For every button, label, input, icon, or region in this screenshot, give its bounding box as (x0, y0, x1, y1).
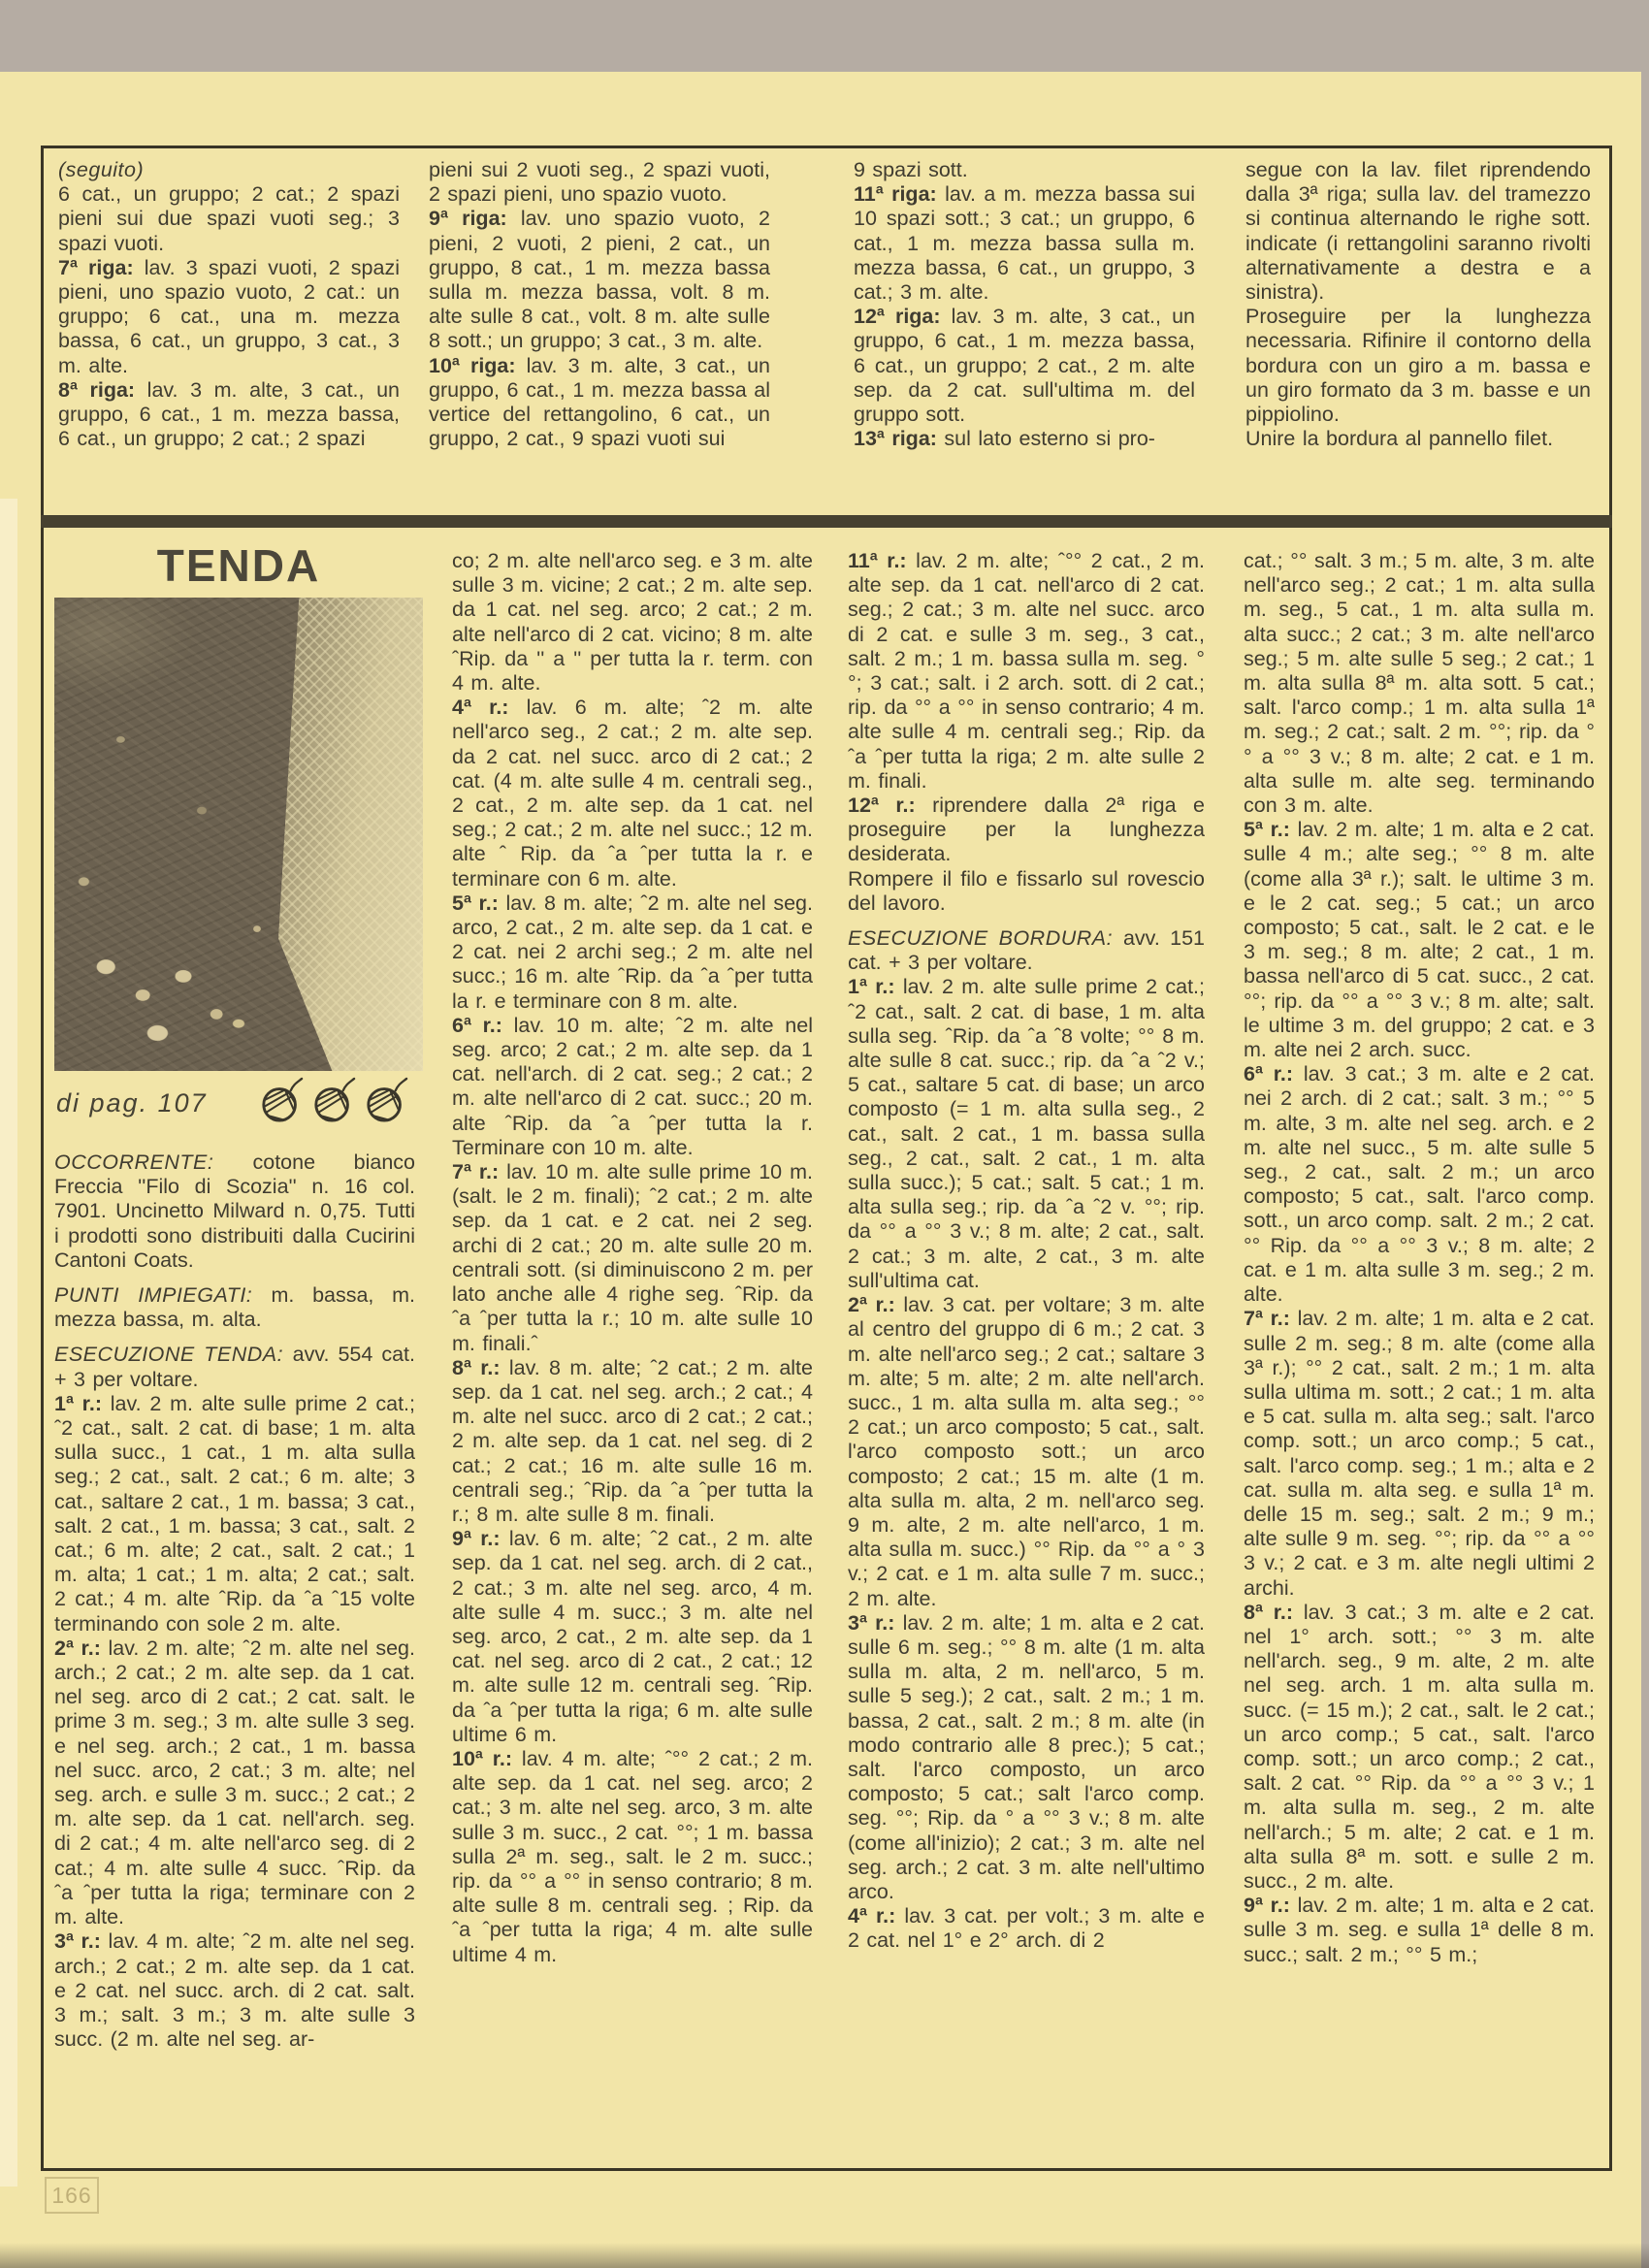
instruction-paragraph (58, 158, 400, 182)
main-section-column-4 (1244, 549, 1595, 2171)
top-section-column-4 (1245, 158, 1591, 509)
row-label: 3ª r.: (848, 1610, 903, 1635)
instruction-paragraph: 6ª r.: lav. 10 m. alte; ˆ2 m. alte nel seg. arco; 2 cat.; 2 m. alte sep. da 1 cat. nell'arch. di 2 cat. seg.; 2 cat.; 2 m. alte nell'arco di 2 cat. succ.; 20 m. alte ˆRip. da ˆa ˆper tutta la r. Terminare con 10 m. alte. (452, 1013, 813, 1159)
instruction-paragraph: 10ª r.: lav. 4 m. alte; ˆ°° 2 cat.; 2 m. alte sep. da 1 cat. nel seg. arco; 2 cat.; 3 m. alte nel seg. arco, 3 m. alte sulle 3 m. succ., 2 cat. °°; 1 m. bassa sulla 2ª m. seg., salt. le 2 m. succ.; rip. da °° a °° in senso contrario; 8 m. alte sulle 8 m. centrali seg. ; Rip. da ˆa ˆper tutta la riga; 4 m. alte sulle ultime 4 m. (452, 1746, 813, 1966)
row-label: 11ª r.: (848, 549, 917, 572)
instruction-paragraph: 1ª r.: lav. 2 m. alte sulle prime 2 cat.; ˆ2 cat., salt. 2 cat. di base; 1 m. alta sulla succ., 1 cat., 1 m. alta sulla seg.; 2 cat., salt. 2 cat.; 6 m. alte; 3 cat., saltare 2 cat., 1 m. bassa; 3 cat., salt. 2 cat., 1 m. bassa; 3 cat., salt. 2 cat.; 6 m. alte; 2 cat., salt. 2 cat.; 1 m. alta; 1 cat.; 1 m. alta; 2 cat.; salt. 2 cat.; 4 m. alte ˆRip. da ˆa ˆ15 volte terminando con sole 2 m. alte. (54, 1391, 415, 1636)
row-label: 7ª r.: (1244, 1307, 1298, 1331)
row-label: 2ª r.: (848, 1293, 904, 1317)
continuation-paragraph: segue con la lav. filet riprendendo dalla 3ª riga; sulla lav. del tramezzo si continua alternando le righe sott. indicate (i rettangolini saranno rivolti alternativamente a destra e a sinistra). (1245, 158, 1591, 305)
continuation-paragraph: 9 spazi sott. (854, 158, 968, 181)
instruction-paragraph: 11ª riga: lav. a m. mezza bassa sui 10 spazi sott.; 3 cat.; un gruppo, 6 cat., 1 m. mezza bassa sulla m. mezza bassa, 6 cat., un gruppo, 3 cat.; 3 m. alte. (854, 182, 1195, 305)
instruction-paragraph: 7ª riga: lav. 3 spazi vuoti, 2 spazi pieni, uno spazio vuoto, 2 cat.: un gruppo; 6 cat., una m. mezza bassa, 6 cat., un gruppo, 3 cat., 3 m. alte. (58, 255, 400, 377)
section-label: ESECUZIONE TENDA: (54, 1343, 293, 1367)
instruction-paragraph: 6ª r.: lav. 3 cat.; 3 m. alte e 2 cat. nei 2 arch. di 2 cat.; salt. 3 m.; °° 5 m. alte, 3 m. alte nel seg. arch. e 2 m. alte nel succ., 5 m. alte sulle 5 seg., 2 cat., salt. 2 m.; un arco composto; 5 cat., salt. l'arco comp. sott., un arco comp. salt. 2 m.; 2 cat. °° Rip. da °° a °° 3 v.; 8 m. alte; 2 cat. e 1 m. alta sulle 3 m. seg.; 2 m. alte. (1244, 1062, 1595, 1307)
section-label: OCCORRENTE: (54, 1150, 253, 1174)
row-label: 9ª r.: (1244, 1894, 1298, 1918)
row-label: 10ª riga: (429, 353, 527, 377)
instruction-paragraph: 11ª r.: lav. 2 m. alte; ˆ°° 2 cat., 2 m. alte sep. da 1 cat. nell'arco di 2 cat. seg.; 2 cat.; 3 m. alte nel succ. arco di 2 cat. e sulle 3 m. seg., 3 cat., salt. 2 m.; 1 m. bassa sulla m. seg. °°; 3 cat.; salt. i 2 arch. sott. di 2 cat.; rip. da °° a °° in senso contrario; 4 m. alte sulle 4 m. centrali seg.; Rip. da ˆa ˆper tutta la riga; 2 m. alte sulle 2 m. finali. (848, 549, 1205, 793)
instruction-paragraph: 8ª riga: lav. 3 m. alte, 3 cat., un gruppo, 6 cat., 1 m. mezza bassa, 6 cat., un gruppo; 2 cat.; 2 spazi (58, 377, 400, 451)
instruction-paragraph: 3ª r.: lav. 2 m. alte; 1 m. alta e 2 cat. sulle 6 m. seg.; °° 8 m. alte (1 m. alta sulla m. alta, 2 m. nell'arco, 5 m. sulle 5 seg.); 2 cat., salt. 2 m.; 1 m. bassa, 2 cat., salt. 2 m.; 8 m. alte (in modo contrario alle 8 prec.); 5 cat.; salt. l'arco composto, un arco composto; 5 cat.; salt l'arco comp. seg. °°; Rip. da ° a °° 3 v.; 8 m. alte (come all'inizio); 2 cat.; 3 m. alte nel seg. arch.; 2 cat. 3 m. alte nell'ultimo arco. (848, 1610, 1205, 1903)
section-label: (seguito) (58, 158, 145, 181)
continuation-paragraph: 6 cat., un gruppo; 2 cat.; 2 spazi pieni sui due spazi vuoti seg.; 3 spazi vuoti. (58, 182, 400, 255)
yarn-ball-icon (365, 1075, 409, 1125)
scan-gutter-strip (0, 499, 17, 2187)
instruction-paragraph: 9ª r.: lav. 6 m. alte; ˆ2 cat., 2 m. alte sep. da 1 cat. nel seg. arch. di 2 cat., 2 cat.; 3 m. alte nel seg. arco, 4 m. alte sulle 4 m. succ.; 3 m. alte nel seg. arco, 2 cat., 2 m. alte sep. da 1 cat. nel seg. arco di 2 cat., 2 cat.; 12 m. alte sulle 12 m. centrali seg. ˆRip. da ˆa ˆper tutta la riga; 6 m. alte sulle ultime 6 m. (452, 1527, 813, 1746)
row-label: 8ª r.: (452, 1355, 509, 1379)
row-label: 3ª r.: (54, 1929, 109, 1954)
continuation-paragraph: Proseguire per la lunghezza necessaria. Rifinire il contorno della bordura con un giro a m. bassa e un giro formato da 3 m. basse e un pippiolino. (1245, 305, 1591, 427)
row-label: 7ª r.: (452, 1160, 507, 1184)
yarn-ball-icon (260, 1075, 305, 1125)
instruction-paragraph: 5ª r.: lav. 2 m. alte; 1 m. alta e 2 cat. sulle 4 m.; alte seg.; °° 8 m. alte (come alla 3ª r.); salt. le ultime 3 m. e le 2 cat. seg.; 5 cat.; un arco composto; 5 cat., salt. le 2 cat. e le 3 m. seg.; 8 m. alte; 2 cat., 1 m. bassa nell'arco di 5 cat. succ., 2 cat. °°; rip. da °° a °° 3 v.; 8 m. alte; salt. le ultime 3 m. del gruppo; 2 cat. e 3 m. alte nei 2 arch. succ. (1244, 818, 1595, 1062)
instruction-paragraph: 1ª r.: lav. 2 m. alte sulle prime 2 cat.; ˆ2 cat., salt. 2 cat. di base, 1 m. alta sulla seg. ˆRip. da ˆa ˆ8 volte; °° 8 m. alte sulle 8 cat. succ.; rip. da ˆa ˆ2 v.; 5 cat., saltare 5 cat. di base; un arco composto (= 1 m. alta sulla seg., 2 cat., salt. 2 cat., 1 m. bassa sulla seg., 2 cat., salt. 2 cat., 1 m. alta sulla succ.); 5 cat.; salt. 5 cat.; 1 m. alta sulla seg.; rip. da ˆa ˆ2 v. °°; rip. da °° a °° 3 v.; 8 m. alte; 2 cat., salt. 2 cat.; 3 m. alte, 2 cat., 3 m. alte sull'ultima cat. (848, 975, 1205, 1292)
curtain-photo (54, 598, 423, 1071)
instruction-paragraph: 13ª riga: sul lato esterno si pro- (854, 427, 1155, 451)
instruction-paragraph: 7ª r.: lav. 10 m. alte sulle prime 10 m. (salt. le 2 m. finali); ˆ2 cat.; 2 m. alte sep. da 1 cat. e 2 cat. nei 2 seg. archi di 2 cat.; 20 m. alte sulle 20 m. centrali sott. (si diminuiscono 2 m. per lato anche alle 4 righe seg. ˆRip. da ˆa ˆper tutta la r.; 10 m. alte sulle 10 m. finali.ˆ (452, 1160, 813, 1355)
row-label: 7ª riga: (58, 255, 145, 279)
continuation-paragraph: cat.; °° salt. 3 m.; 5 m. alte, 3 m. alte nell'arco seg.; 2 cat.; 1 m. alta sulla m. seg., 5 cat., 1 m. alta sulla m. alta succ.; 2 cat.; 3 m. alte nell'arco seg.; 5 m. alte sulle 5 seg.; 2 cat.; 1 m. alta sulla 8ª m. alta sott. 5 cat.; salt. l'arco comp.; 1 m. alta sulla 1ª m. seg.; 2 cat.; salt. 2 m. °°; rip. da °° a °° 3 v.; 8 m. alte; 2 cat. e 1 m. alta sulle m. alte seg. terminando con 3 m. alte. (1244, 549, 1595, 818)
magazine-page (0, 72, 1641, 2268)
instruction-paragraph: 7ª r.: lav. 2 m. alte; 1 m. alta e 2 cat. sulle 2 m. seg.; 8 m. alte (come alla 3ª r.); °° 2 cat., salt. 2 m.; 1 m. alta sulla ultima m. sott.; 2 cat.; 1 m. alta e 5 cat. sulla m. alta seg.; salt. l'arco comp. sott.; un arco comp.; 5 cat., salt. l'arco comp. seg.; 1 m.; alta e 2 cat. sulla m. alta seg. e sulla 1ª m. delle 15 m. seg.; salt. 2 m.; 9 m.; alte sulle 9 m. seg. °°; rip. da °° a °° 3 v.; 2 cat. e 3 m. alte negli ultimi 2 archi. (1244, 1307, 1595, 1600)
row-label: 9ª riga: (429, 207, 521, 231)
instruction-paragraph: 8ª r.: lav. 3 cat.; 3 m. alte e 2 cat. nel 1° arch. sott.; °° 3 m. alte nell'arch. seg., 9 m. alte, 2 m. alte nel seg. arch. 1 m. alta sulla m. succ. (= 15 m.); 2 cat., salt. le 2 cat.; un arco comp.; 5 cat., salt. l'arco comp. sott.; un arco comp.; 2 cat., salt. 2 cat. °° Rip. da °° a °° 3 v.; 1 m. alta sulla m. seg., 2 m. alte nell'arch.; 5 m. alte; 2 cat. e 1 m. alta sulla 8ª m. sott. e sulle 2 m. succ., 2 m. alte. (1244, 1600, 1595, 1893)
instruction-paragraph: 2ª r.: lav. 3 cat. per voltare; 3 m. alte al centro del gruppo di 6 m.; 2 cat. 3 m. alte nell'arco seg.; 2 cat.; saltare 3 m. alte; 5 m. alte; 2 m. alte nell'arch. succ., 1 m. alta sulla m. alta seg.; °° 2 cat.; un arco composto; 5 cat., salt. l'arco composto sott.; un arco composto; 2 cat.; 15 m. alte (1 m. alta sulla m. alta, 2 m. nell'arco seg. 9 m. alte, 2 m. alte nell'arco, 1 m. alta sulla m. succ.) °° Rip. da °° a ° 3 v.; 2 cat. e 1 m. alta sulle 7 m. succ.; 2 m. alte. (848, 1293, 1205, 1610)
row-label: 1ª r.: (54, 1391, 111, 1415)
photo-caption: di pag. 107 (56, 1088, 208, 1118)
section-label: ESECUZIONE BORDURA: (848, 926, 1123, 951)
top-section-column-2 (429, 158, 770, 509)
scan-bottom-shadow (0, 2243, 1649, 2268)
continuation-paragraph: pieni sui 2 vuoti seg., 2 spazi vuoti, 2 spazi pieni, uno spazio vuoto. (429, 158, 770, 207)
yarn-ball-icon (312, 1075, 357, 1125)
lace-curtain-area (216, 598, 423, 1071)
instruction-paragraph: ESECUZIONE TENDA: avv. 554 cat. + 3 per voltare. (54, 1343, 415, 1391)
main-section-column-1 (54, 1150, 415, 2159)
row-label: 5ª r.: (1244, 818, 1298, 842)
instruction-paragraph: ESECUZIONE BORDURA: avv. 151 cat. + 3 per voltare. (848, 926, 1205, 975)
instruction-paragraph: OCCORRENTE: cotone bianco Freccia ''Filo di Scozia'' n. 16 col. 7901. Uncinetto Milward n. 0,75. Tutti i prodotti sono distribuiti dalla Cucirini Cantoni Coats. (54, 1150, 415, 1272)
continuation-paragraph: Unire la bordura al pannello filet. (1245, 427, 1554, 451)
main-section-column-3 (848, 549, 1205, 2171)
row-label: 6ª r.: (1244, 1062, 1304, 1086)
row-label: 9ª r.: (452, 1527, 509, 1551)
instruction-paragraph: 10ª riga: lav. 3 m. alte, 3 cat., un gruppo, 6 cat., 1 m. mezza bassa al vertice del rettangolino, 6 cat., un gruppo, 2 cat., 9 spazi vuoti sui (429, 353, 770, 451)
instruction-paragraph: 2ª r.: lav. 2 m. alte; ˆ2 m. alte nel seg. arch.; 2 cat.; 2 m. alte sep. da 1 cat. nel seg. arco di 2 cat.; 2 cat. salt. le prime 3 m. seg.; 3 m. alte sulle 3 seg. e nel seg. arch.; 2 cat., 1 m. bassa nel succ. arco, 2 cat.; 3 m. alte; nel seg. arch. e sulle 3 m. succ.; 2 cat.; 2 m. alte sep. da 1 cat. nell'arch. seg. di 2 cat.; 4 m. alte nell'arco seg. di 2 cat.; 4 m. alte sulle 4 succ. ˆRip. da ˆa ˆper tutta la riga; terminare con 2 m. alte. (54, 1636, 415, 1929)
row-label: 4ª r.: (848, 1904, 905, 1928)
row-label: 10ª r.: (452, 1746, 522, 1770)
row-label: 2ª r.: (54, 1636, 109, 1660)
continuation-paragraph: co; 2 m. alte nell'arco seg. e 3 m. alte sulle 3 m. vicine; 2 cat.; 2 m. alte sep. da 1 cat. nel seg. arco; 2 cat.; 2 m. alte nell'arco di 2 cat. vicino; 8 m. alte ˆRip. da '' a '' per tutta la r. term. con 4 m. alte. (452, 549, 813, 696)
page-number-badge: 166 (45, 2177, 99, 2214)
row-label: 8ª r.: (1244, 1600, 1304, 1624)
instruction-paragraph: 9ª riga: lav. uno spazio vuoto, 2 pieni, 2 vuoti, 2 pieni, 2 cat., un gruppo, 8 cat., 1 m. mezza bassa sulla m. mezza bassa, volt. 8 m. alte sulle 8 cat., volt. 8 m. alte sulle 8 sott.; un gruppo; 3 cat., 3 m. alte. (429, 207, 770, 353)
row-label: 6ª r.: (452, 1013, 514, 1037)
instruction-paragraph: 5ª r.: lav. 8 m. alte; ˆ2 m. alte nel seg. arco, 2 cat., 2 m. alte sep. da 1 cat. e 2 cat. nei 2 archi seg.; 2 m. alte nel succ.; 16 m. alte ˆRip. da ˆa ˆper tutta la r. e terminare con 8 m. alte. (452, 891, 813, 1013)
instruction-paragraph: 12ª riga: lav. 3 m. alte, 3 cat., un gruppo, 6 cat., 1 m. mezza bassa, 6 cat., un gruppo; 2 cat., 2 m. alte sep. da 2 cat. sull'ultima m. del gruppo sott. (854, 305, 1195, 427)
row-label: 1ª r.: (848, 975, 903, 999)
instruction-paragraph: 12ª r.: riprendere dalla 2ª riga e proseguire per la lunghezza desiderata. (848, 794, 1205, 866)
article-title: TENDA (156, 540, 321, 591)
top-section-column-3 (854, 158, 1195, 509)
row-label: 5ª r.: (452, 891, 506, 915)
section-divider-rule (41, 515, 1612, 528)
row-label: 13ª riga: (854, 427, 945, 451)
row-label: 12ª r.: (848, 794, 933, 818)
section-label: PUNTI IMPIEGATI: (54, 1283, 272, 1308)
row-label: 4ª r.: (452, 696, 527, 720)
instruction-paragraph: 9ª r.: lav. 2 m. alte; 1 m. alta e 2 cat. sulle 3 m. seg. e sulla 1ª delle 8 m. succ.; salt. 2 m.; °° 5 m.; (1244, 1894, 1595, 1966)
row-label: 8ª riga: (58, 377, 147, 402)
instruction-paragraph: 3ª r.: lav. 4 m. alte; ˆ2 m. alte nel seg. arch.; 2 cat.; 2 m. alte sep. da 1 cat. e 2 cat. nel succ. arch. di 2 cat. salt. 3 m.; salt. 3 m.; 3 m. alte sulle 3 succ. (2 m. alte nel seg. ar- (54, 1929, 415, 2052)
instruction-paragraph: 8ª r.: lav. 8 m. alte; ˆ2 cat.; 2 m. alte sep. da 1 cat. nel seg. arch.; 2 cat.; 4 m. alte nel succ. arco di 2 cat.; 2 cat.; 2 m. alte sep. da 1 cat. nel seg. di 2 cat.; 2 cat.; 16 m. alte sulle 16 m. centrali seg.; ˆRip. da ˆa ˆper tutta la r.; 8 m. alte sulle 8 m. finali. (452, 1355, 813, 1526)
main-section-column-2 (452, 549, 813, 2171)
instruction-paragraph: PUNTI IMPIEGATI: m. bassa, m. mezza bassa, m. alta. (54, 1283, 415, 1332)
row-label: 12ª riga: (854, 305, 952, 329)
continuation-paragraph: Rompere il filo e fissarlo sul rovescio del lavoro. (848, 866, 1205, 915)
instruction-paragraph: 4ª r.: lav. 3 cat. per volt.; 3 m. alte e 2 cat. nel 1° e 2° arch. di 2 (848, 1904, 1205, 1953)
instruction-paragraph: 4ª r.: lav. 6 m. alte; ˆ2 m. alte nell'arco seg., 2 cat.; 2 m. alte sep. da 2 cat. nel succ. arco di 2 cat.; 2 cat. (4 m. alte sulle 4 m. centrali seg., 2 cat., 2 m. alte sep. da 1 cat. nel seg.; 2 cat.; 2 m. alte nel succ.; 12 m. alte ˆ Rip. da ˆa ˆper tutta la r. e terminare con 6 m. alte. (452, 696, 813, 891)
top-section-column-1 (58, 158, 400, 509)
row-label: 11ª riga: (854, 182, 946, 207)
